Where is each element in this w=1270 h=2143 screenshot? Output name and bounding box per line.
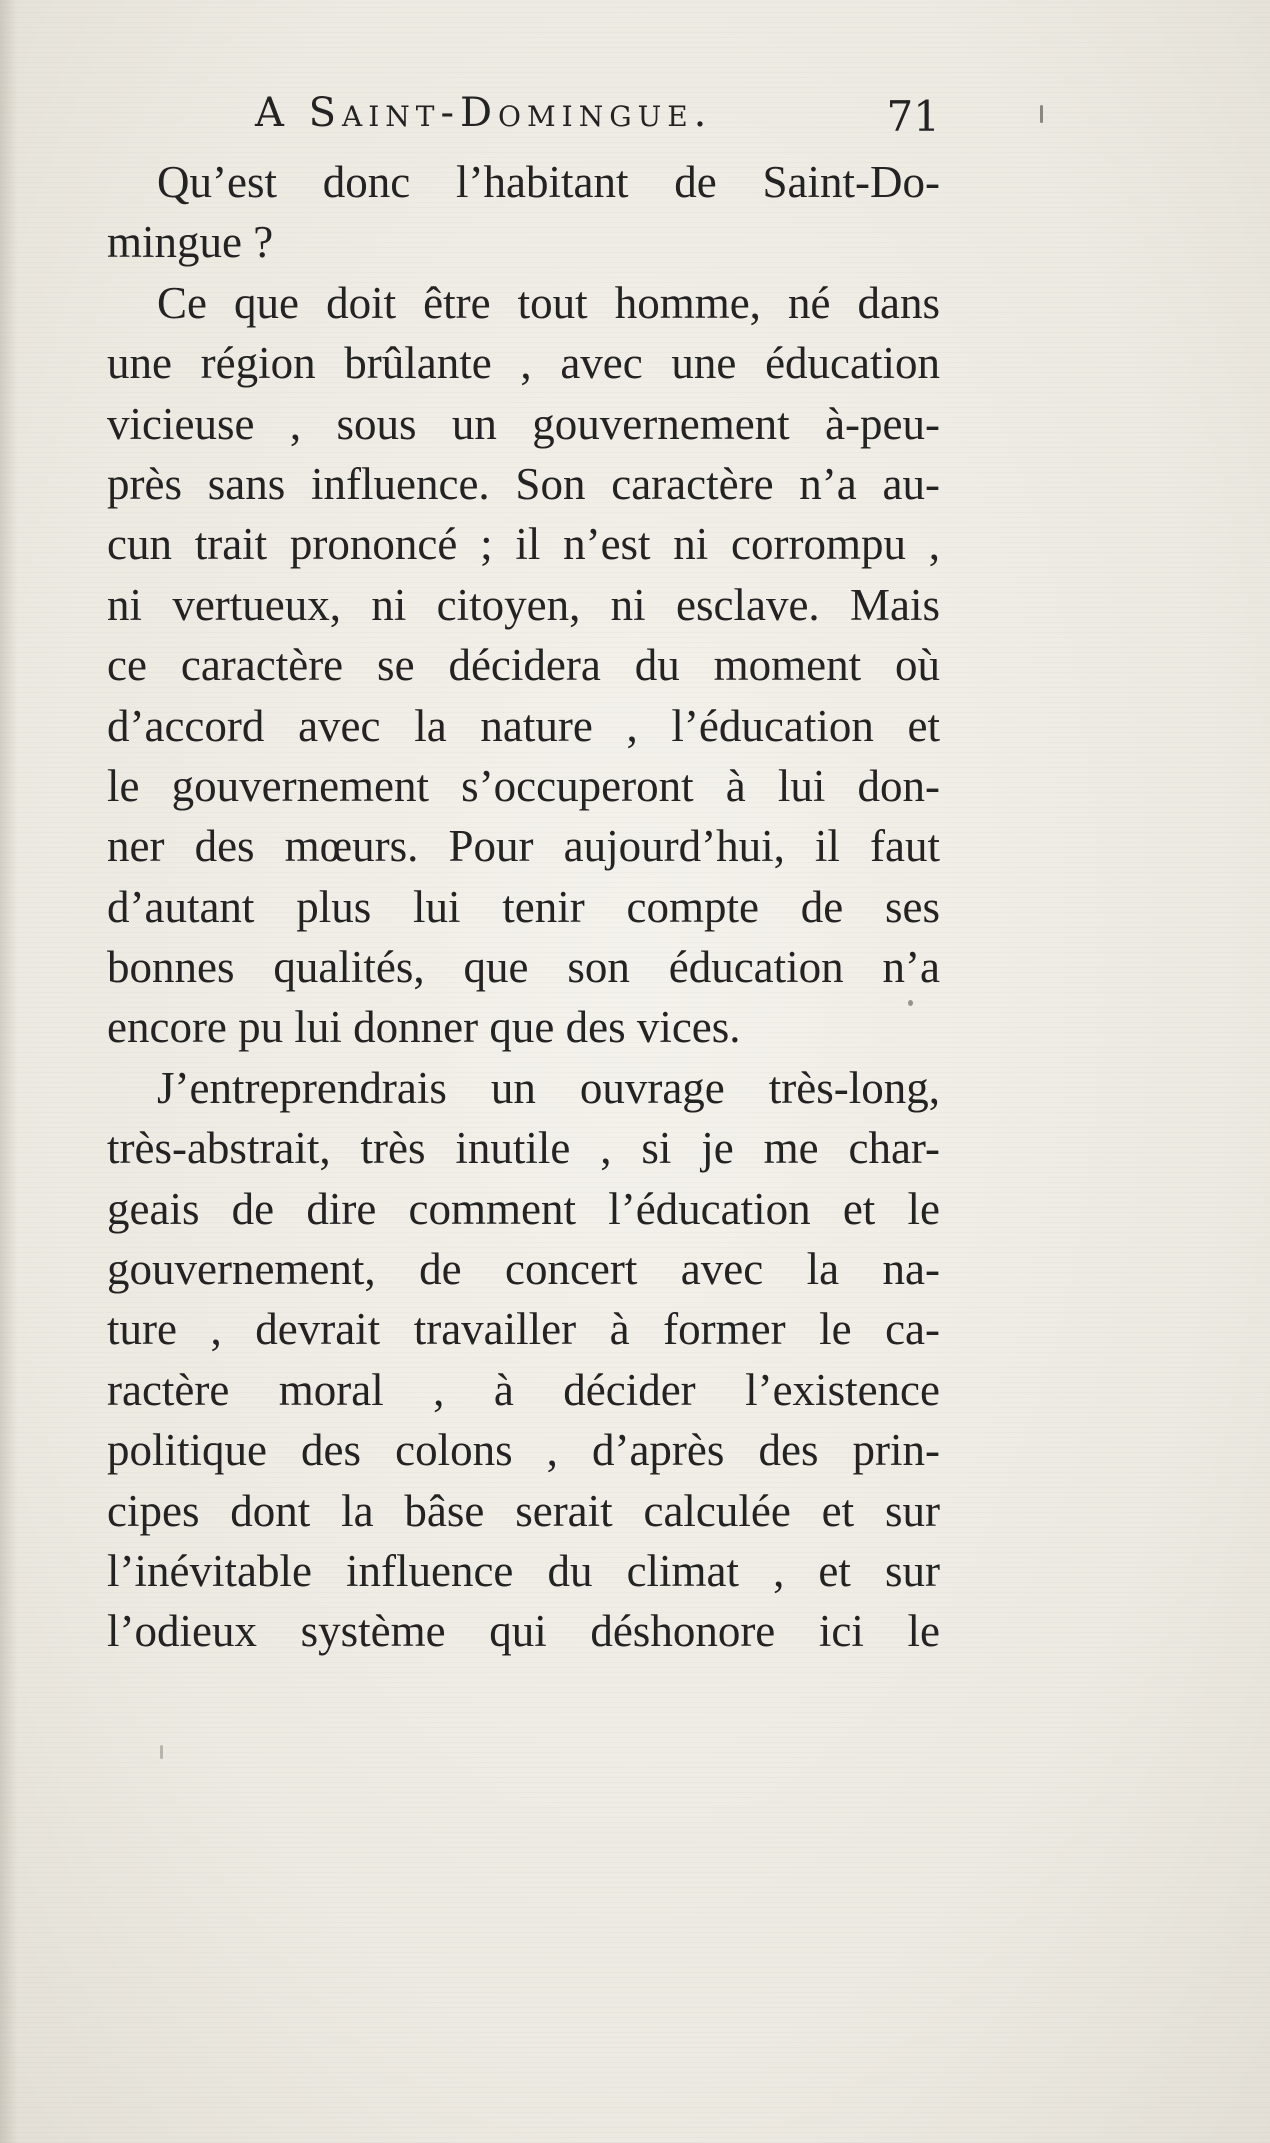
- text-line: l’odieux système qui déshonore ici le: [107, 1606, 940, 1657]
- page-header: [105, 90, 940, 150]
- page-gutter-shadow: [0, 0, 18, 2143]
- text-line: mingue ?: [107, 217, 274, 268]
- text-line: Ce que doit être tout homme, né dans: [157, 277, 940, 328]
- page-number: 71: [886, 92, 940, 141]
- text-line: ner des mœurs. Pour aujourd’hui, il faut: [107, 821, 940, 872]
- ink-speck: [908, 1000, 913, 1006]
- text-line: d’autant plus lui tenir compte de ses: [107, 881, 940, 932]
- text-line: ni vertueux, ni citoyen, ni esclave. Mais: [107, 579, 940, 630]
- text-line: cun trait prononcé ; il n’est ni corrompu ,: [107, 519, 940, 570]
- text-line: l’inévitable influence du climat , et sur: [107, 1545, 940, 1596]
- text-line: le gouvernement s’occuperont à lui don-: [107, 760, 940, 811]
- text-line: bonnes qualités, que son éducation n’a: [107, 942, 940, 993]
- text-line: ture , devrait travailler à former le ca-: [107, 1304, 940, 1355]
- running-title: A Saint-Domingue.: [255, 90, 713, 136]
- paper-mark: [160, 1745, 163, 1759]
- body-text: [107, 152, 940, 1662]
- text-line: ce caractère se décidera du moment où: [107, 640, 940, 691]
- text-line: J’entreprendrais un ouvrage très-long,: [157, 1062, 940, 1113]
- text-line: geais de dire comment l’éducation et le: [107, 1183, 940, 1234]
- text-line: près sans influence. Son caractère n’a au-: [107, 458, 940, 509]
- text-line: gouvernement, de concert avec la na-: [107, 1244, 940, 1295]
- text-line: très-abstrait, très inutile , si je me char-: [107, 1123, 940, 1174]
- text-line: vicieuse , sous un gouvernement à-peu-: [107, 398, 940, 449]
- text-line: une région brûlante , avec une éducation: [107, 338, 940, 389]
- text-line: Qu’est donc l’habitant de Saint-Do-: [157, 157, 940, 207]
- text-line: politique des colons , d’après des prin-: [107, 1425, 940, 1476]
- text-line: encore pu lui donner que des vices.: [107, 1002, 741, 1053]
- text-line: cipes dont la bâse serait calculée et sur: [107, 1485, 940, 1536]
- text-line: ractère moral , à décider l’existence: [107, 1364, 940, 1415]
- paper-mark: [1040, 105, 1043, 123]
- text-line: d’accord avec la nature , l’éducation et: [107, 700, 940, 751]
